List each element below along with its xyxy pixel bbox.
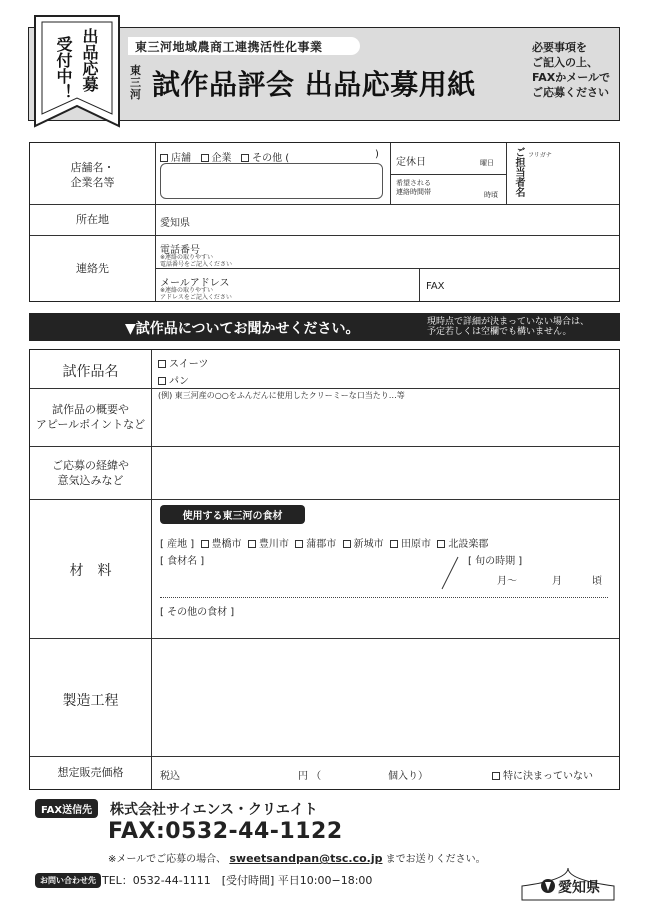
banner-title: ▼試作品についてお聞かせください。 xyxy=(125,321,360,337)
row-divider xyxy=(30,204,619,205)
company-name: 株式会社サイエンス・クリエイト xyxy=(110,802,318,818)
person-label: ご担当者名 xyxy=(513,147,524,197)
process-label: 製造工程 xyxy=(62,693,119,709)
company-checkbox[interactable]: 企業 xyxy=(201,153,232,164)
checkbox-icon xyxy=(437,540,445,548)
address-value[interactable]: 愛知県 xyxy=(160,218,190,229)
fax-prefix: FAX: xyxy=(108,819,166,844)
col-divider xyxy=(419,268,420,301)
note-line: 必要事項を xyxy=(532,41,587,54)
checkbox-icon xyxy=(158,377,166,385)
materials-pill: 使用する東三河の食材 xyxy=(160,505,305,524)
summary-example[interactable]: (例) 東三河産の○○をふんだんに使用したクリーミーな口当たり…等 xyxy=(158,391,405,400)
checkbox-icon xyxy=(201,154,209,162)
phone-label: 電話番号 xyxy=(160,245,200,256)
price-count: 個入り） xyxy=(388,771,428,782)
fax-number: 0532-44-1122 xyxy=(165,819,343,844)
origin-option[interactable]: 蒲郡市 xyxy=(295,539,336,550)
contact-time-unit: 時頃 xyxy=(484,191,498,199)
product-name-options xyxy=(158,355,208,387)
sweets-checkbox[interactable]: スイーツ xyxy=(158,355,208,370)
phone-note: ※連絡の取りやすい 電話番号をご記入ください xyxy=(160,254,233,268)
email-link[interactable]: sweetsandpan@tsc.co.jp xyxy=(229,852,383,865)
summary-label: 試作品の概要や アピールポイントなど xyxy=(35,403,146,431)
checkbox-icon xyxy=(343,540,351,548)
fax-number-line xyxy=(108,819,343,844)
price-undecided-checkbox[interactable]: 特に決まっていない xyxy=(492,767,593,782)
checkbox-icon xyxy=(295,540,303,548)
address-label: 所在地 xyxy=(76,213,109,226)
checkbox-icon xyxy=(241,154,249,162)
paren-close: ) xyxy=(375,149,379,160)
checkbox-icon xyxy=(158,360,166,368)
season-unit-around: 頃 xyxy=(592,576,602,587)
email-note: ※連絡の取りやすい アドレスをご記入ください xyxy=(160,287,232,301)
food-name-label: [ 食材名 ] xyxy=(160,556,205,567)
motive-label: ご応募の経緯や 意気込みなど xyxy=(52,459,129,487)
row-divider xyxy=(155,268,619,269)
row-divider xyxy=(30,756,619,757)
dotted-separator xyxy=(160,597,608,598)
tag-text-col2: 受付中！ xyxy=(54,36,73,100)
inquiry-pill: お問い合わせ先 xyxy=(35,873,101,888)
holiday-label: 定休日 xyxy=(396,157,426,168)
origin-option[interactable]: 田原市 xyxy=(390,539,431,550)
store-name-label: 店舗名・ 企業名等 xyxy=(70,161,115,189)
inquiry-text: TEL：0532-44-1111 [受付時間] 平日10:00−18:00 xyxy=(102,874,373,887)
contact-label: 連絡先 xyxy=(76,262,109,275)
season-label: [ 旬の時期 ] xyxy=(468,556,523,567)
price-yen: 円 （ xyxy=(298,771,322,782)
furigana-label: フリガナ xyxy=(528,152,552,159)
checkbox-icon xyxy=(248,540,256,548)
row-divider xyxy=(30,235,619,236)
row-divider xyxy=(30,388,619,389)
section-banner xyxy=(29,313,620,341)
slash-divider xyxy=(440,555,460,591)
bread-checkbox[interactable]: パン xyxy=(158,372,208,387)
header-note xyxy=(532,40,610,100)
note-line: ご記入の上、 xyxy=(532,56,598,69)
col-divider xyxy=(155,143,156,301)
checkbox-icon xyxy=(390,540,398,548)
holiday-unit: 曜日 xyxy=(480,159,494,167)
row-divider xyxy=(390,174,506,175)
other-checkbox[interactable]: その他 ( xyxy=(241,153,289,164)
banner-note: 現時点で詳細が決まっていない場合は、 予定若しくは空欄でも構いません。 xyxy=(427,317,590,337)
page-title: 試作品評会 出品応募用紙 xyxy=(152,68,476,101)
price-tax: 税込 xyxy=(160,771,180,782)
fax-pill: FAX送信先 xyxy=(35,799,98,818)
checkbox-icon xyxy=(160,154,168,162)
pref-logo-text: 愛知県 xyxy=(558,880,600,896)
origin-label: [ 産地 ] xyxy=(160,539,195,550)
col-divider xyxy=(506,143,507,204)
checkbox-icon xyxy=(492,772,500,780)
tag-text-col1: 出品応募 xyxy=(80,28,99,92)
mail-line xyxy=(108,850,486,865)
mail-suffix: までお送りください。 xyxy=(385,854,486,865)
type-options xyxy=(160,149,385,164)
store-checkbox[interactable]: 店舗 xyxy=(160,153,191,164)
row-divider xyxy=(30,499,619,500)
origin-option[interactable]: 豊橋市 xyxy=(201,539,242,550)
region-mark: 東三河 xyxy=(130,64,141,101)
product-name-label: 試作品名 xyxy=(62,364,119,380)
col-divider xyxy=(151,350,152,789)
origin-option[interactable]: 豊川市 xyxy=(248,539,289,550)
note-line: FAXかメールで xyxy=(532,71,611,84)
checkbox-icon xyxy=(201,540,209,548)
origin-row xyxy=(160,535,488,550)
mail-prefix: ※メールでご応募の場合、 xyxy=(108,854,227,865)
origin-option[interactable]: 新城市 xyxy=(343,539,384,550)
price-label: 想定販売価格 xyxy=(57,766,124,779)
other-food-label: [ その他の食材 ] xyxy=(160,607,235,618)
ribbon-tag-text xyxy=(32,14,122,130)
season-unit-from: 月〜 xyxy=(497,576,517,587)
origin-option[interactable]: 北設楽郡 xyxy=(437,539,488,550)
season-unit-month: 月 xyxy=(552,576,562,587)
email-label: メールアドレス xyxy=(160,278,230,289)
row-divider xyxy=(30,638,619,639)
materials-label: 材 料 xyxy=(69,563,112,579)
pref-logo xyxy=(520,862,616,902)
fax-label: FAX xyxy=(426,281,445,292)
row-divider xyxy=(30,446,619,447)
program-name: 東三河地域農商工連携活性化事業 xyxy=(135,40,323,54)
store-name-input[interactable] xyxy=(160,163,383,199)
contact-time-label: 希望される 連絡時間帯 xyxy=(396,179,431,196)
note-line: ご応募ください xyxy=(532,86,609,99)
